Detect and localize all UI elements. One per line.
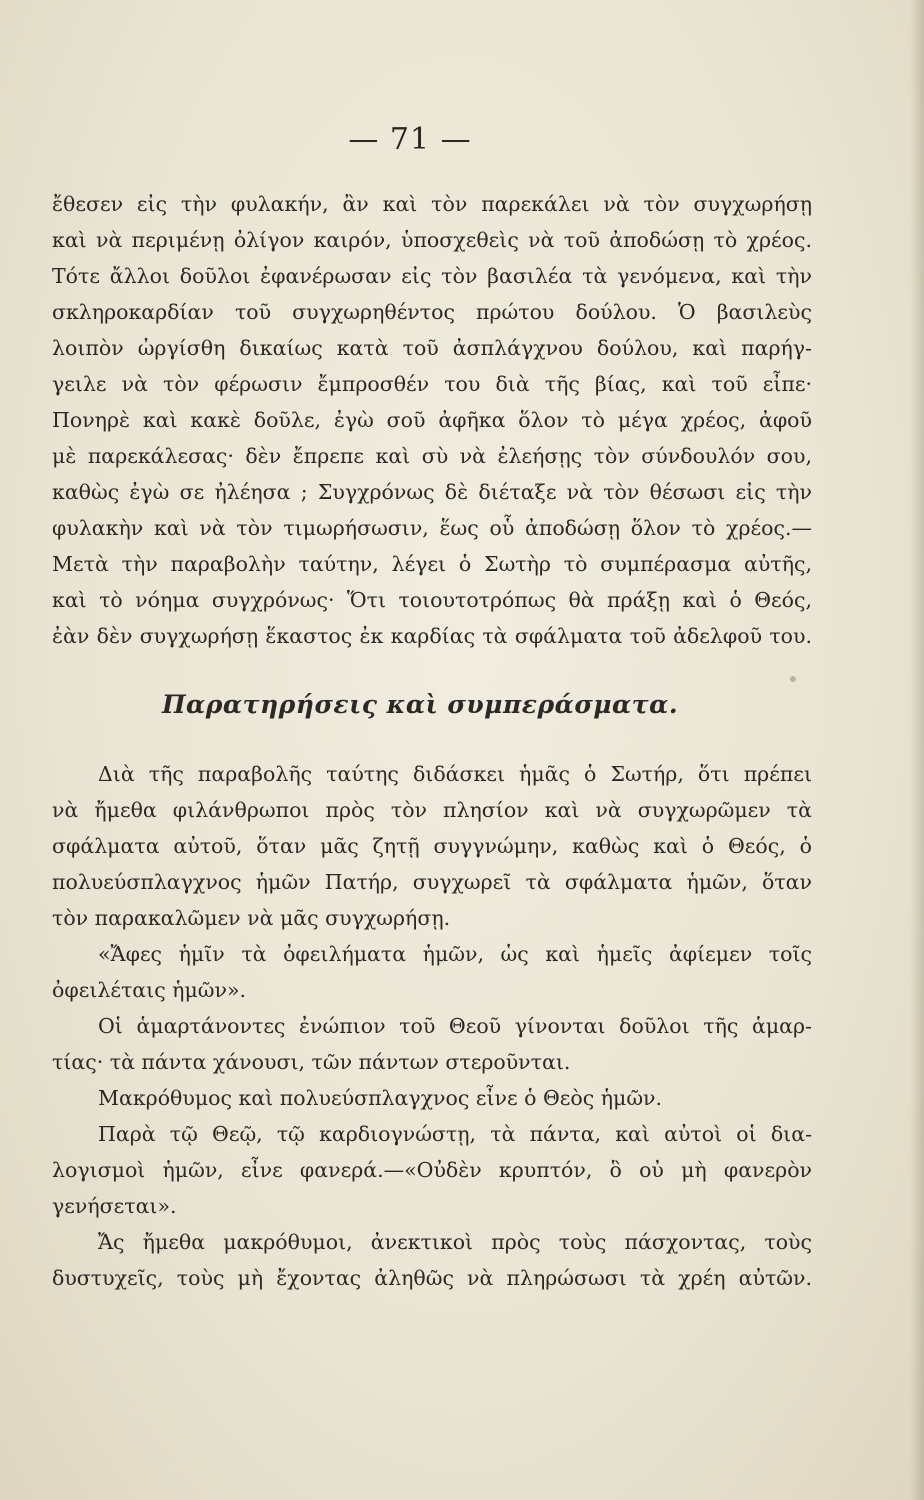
text-line: λογισμοὶ ἡμῶν, εἶνε φανερά.—«Οὐδὲν κρυπτόν, ὃ οὐ μὴ φανερὸν <box>52 1158 812 1182</box>
text-line: λοιπὸν ὠργίσθη δικαίως κατὰ τοῦ ἀσπλάγχνου δούλου, καὶ παρήγ- <box>52 336 812 360</box>
text-line: Μακρόθυμος καὶ πολυεύσπλαγχνος εἶνε ὁ Θεὸς ἡμῶν. <box>98 1086 663 1110</box>
text-line: Μετὰ τὴν παραβολὴν ταύτην, λέγει ὁ Σωτὴρ τὸ συμπέρασμα αὐτῆς, <box>52 552 812 576</box>
page-edge-shadow <box>910 0 924 1500</box>
text-line: «Ἄφες ἡμῖν τὰ ὀφειλήματα ἡμῶν, ὡς καὶ ἡμεῖς ἀφίεμεν τοῖς <box>98 942 812 966</box>
text-line: φυλακὴν καὶ νὰ τὸν τιμωρήσωσιν, ἕως οὗ ἀποδώσῃ ὅλον τὸ χρέος.— <box>52 516 812 540</box>
text-line: πολυεύσπλαγχνος ἡμῶν Πατήρ, συγχωρεῖ τὰ σφάλματα ἡμῶν, ὅταν <box>52 870 812 894</box>
section-heading: Παρατηρήσεις καὶ συμπεράσματα. <box>161 690 679 719</box>
text-line: ὀφειλέταις ἡμῶν». <box>52 978 247 1002</box>
text-line: τὸν παρακαλῶμεν νὰ μᾶς συγχωρήσῃ. <box>52 906 451 930</box>
paper-spot <box>790 676 796 682</box>
text-line: καθὼς ἐγὼ σε ἠλέησα ; Συγχρόνως δὲ διέταξε νὰ τὸν θέσωσι εἰς τὴν <box>52 480 812 504</box>
text-line: σκληροκαρδίαν τοῦ συγχωρηθέντος πρώτου δούλου. Ὁ βασιλεὺς <box>52 300 812 324</box>
text-line: Τότε ἄλλοι δοῦλοι ἐφανέρωσαν εἰς τὸν βασιλέα τὰ γενόμενα, καὶ τὴν <box>52 264 812 288</box>
text-line: γειλε νὰ τὸν φέρωσιν ἔμπροσθέν του διὰ τῆς βίας, καὶ τοῦ εἶπε· <box>52 372 812 396</box>
text-line: Πονηρὲ καὶ κακὲ δοῦλε, ἐγὼ σοῦ ἀφῆκα ὅλον τὸ μέγα χρέος, ἀφοῦ <box>52 408 812 432</box>
text-line: Οἱ ἁμαρτάνοντες ἐνώπιον τοῦ Θεοῦ γίνονται δοῦλοι τῆς ἁμαρ- <box>98 1014 812 1038</box>
text-line: Παρὰ τῷ Θεῷ, τῷ καρδιογνώστῃ, τὰ πάντα, καὶ αὐτοὶ οἱ δια- <box>98 1122 812 1146</box>
paragraph-parable-conclusion <box>52 186 812 654</box>
text-line: γενήσεται». <box>52 1194 177 1218</box>
text-line: καὶ νὰ περιμένῃ ὀλίγον καιρόν, ὑποσχεθεὶς νὰ τοῦ ἀποδώσῃ τὸ χρέος. <box>52 228 812 252</box>
text-line: σφάλματα αὐτοῦ, ὅταν μᾶς ζητῇ συγγνώμην, καθὼς καὶ ὁ Θεός, ὁ <box>52 834 812 858</box>
text-line: νὰ ἤμεθα φιλάνθρωποι πρὸς τὸν πλησίον καὶ νὰ συγχωρῶμεν τὰ <box>52 798 812 822</box>
text-line: Διὰ τῆς παραβολῆς ταύτης διδάσκει ἡμᾶς ὁ Σωτήρ, ὅτι πρέπει <box>98 762 812 786</box>
text-line: Ἄς ἤμεθα μακρόθυμοι, ἀνεκτικοὶ πρὸς τοὺς πάσχοντας, τοὺς <box>98 1230 812 1254</box>
text-line: ἐὰν δὲν συγχωρήσῃ ἕκαστος ἐκ καρδίας τὰ σφάλματα τοῦ ἀδελφοῦ του. <box>52 624 812 648</box>
text-line: καὶ τὸ νόημα συγχρόνως· Ὅτι τοιουτοτρόπως θὰ πράξῃ καὶ ὁ Θεός, <box>52 588 812 612</box>
page-number: — 71 — <box>348 122 472 157</box>
paragraph-observations <box>52 756 812 1296</box>
text-line: μὲ παρεκάλεσας· δὲν ἔπρεπε καὶ σὺ νὰ ἐλεήσῃς τὸν σύνδουλόν σου, <box>52 444 812 468</box>
text-line: τίας· τὰ πάντα χάνουσι, τῶν πάντων στεροῦνται. <box>52 1050 571 1074</box>
text-line: δυστυχεῖς, τοὺς μὴ ἔχοντας ἀληθῶς νὰ πληρώσωσι τὰ χρέη αὐτῶν. <box>52 1266 812 1290</box>
text-line: ἔθεσεν εἰς τὴν φυλακήν, ἂν καὶ τὸν παρεκάλει νὰ τὸν συγχωρήσῃ <box>52 192 812 216</box>
